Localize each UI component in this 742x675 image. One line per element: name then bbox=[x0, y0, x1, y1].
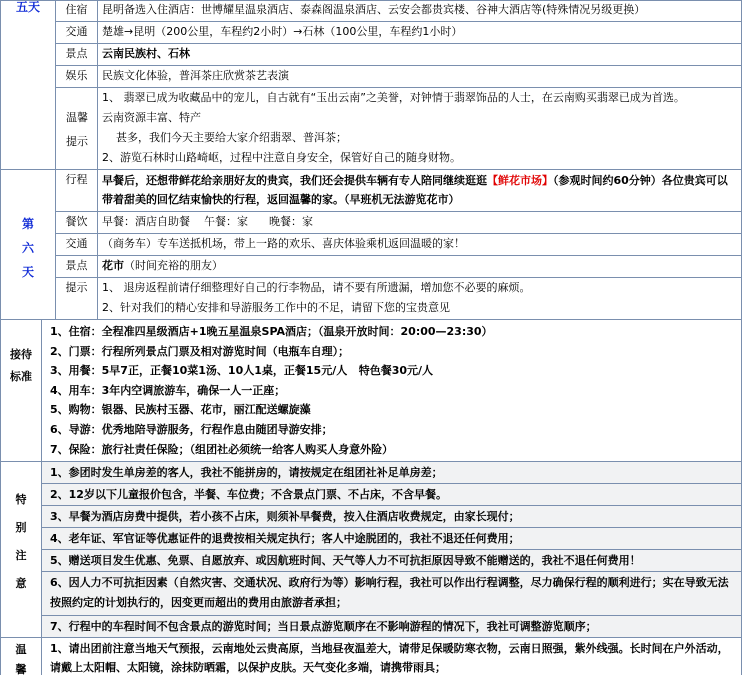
note-row-2: 2、12岁以下儿童报价包含，半餐、车位费；不含景点门票、不占床，不含早餐。 bbox=[42, 484, 742, 506]
day5-label-lodging: 住宿 bbox=[56, 0, 98, 22]
standard-item: 5、购物：银器、民族村玉器、花市，丽江配送螺旋藻 bbox=[50, 403, 311, 417]
flower-market-highlight: 【鲜花市场】 bbox=[487, 174, 553, 187]
day6-tip-2: 2、针对我们的精心安排和导游服务工作中的不足，请留下您的宝贵意见 bbox=[102, 301, 450, 314]
day6-itinerary-pre: 早餐后，还想带鲜花给亲朋好友的贵宾，我们还会提供车辆有专人陪同继续逛逛 bbox=[102, 174, 487, 187]
day5-spots: 云南民族村、石林 bbox=[98, 44, 742, 66]
notes-label-cell bbox=[0, 462, 42, 638]
day6-title-char-1: 第 bbox=[21, 217, 34, 231]
notes-label-char-3: 注 bbox=[15, 549, 27, 562]
note-row-7: 7、行程中的车程时间不包含景点的游览时间；当日景点游览顺序在不影响游程的情况下，我社可调整游览顺序； bbox=[42, 616, 742, 638]
day5-tip-2: 云南资源丰富、特产 bbox=[102, 111, 201, 124]
day6-label-tips: 提示 bbox=[56, 278, 98, 320]
note-row-5: 5、赠送项目发生优惠、免票、自愿放弃、或因航班时间、天气等人力不可抗拒原因导致不能赠送的，我社不退任何费用！ bbox=[42, 550, 742, 572]
standards-label-cell bbox=[0, 320, 42, 462]
day5-title: 五天 bbox=[15, 0, 40, 14]
standard-item: 2、门票：行程所列景点门票及相对游览时间（电瓶车自理）； bbox=[50, 344, 350, 358]
standard-item: 1、住宿：全程准四星级酒店+1晚五星温泉SPA酒店；（温泉开放时间：20:00—23:30） bbox=[50, 325, 493, 338]
warm-label-cell bbox=[0, 638, 42, 675]
day5-tip-3: 甚多，我们今天主要给大家介绍翡翠、普洱茶； bbox=[102, 131, 347, 144]
day6-spots bbox=[98, 256, 742, 278]
warm-label-char-2: 馨 bbox=[15, 663, 27, 675]
day5-label-entertainment: 娱乐 bbox=[56, 66, 98, 88]
day6-spots-note: （时间充裕的朋友） bbox=[124, 259, 223, 272]
day6-label-transport: 交通 bbox=[56, 234, 98, 256]
standard-item: 3、用餐：5早7正，正餐10菜1汤、10人1桌，正餐15元/人 特色餐30元/人 bbox=[50, 364, 434, 378]
note-row-4: 4、老年证、军官证等优惠证件的退费按相关规定执行；客人中途脱团的，我社不退还任何费用； bbox=[42, 528, 742, 550]
standards-label-1: 接待 bbox=[10, 348, 32, 361]
day5-tips bbox=[98, 88, 742, 170]
standard-item: 7、保险：旅行社责任保险；（组团社必须统一给客人购买人身意外险） bbox=[50, 442, 394, 456]
day6-title-cell bbox=[0, 170, 56, 320]
standards-label-2: 标准 bbox=[10, 370, 32, 383]
note-row-1: 1、参团时发生单房差的客人，我社不能拼房的，请按规定在组团社补足单房差； bbox=[42, 462, 742, 484]
day6-title-char-3: 天 bbox=[21, 265, 34, 279]
day6-label-itinerary: 行程 bbox=[56, 170, 98, 212]
day6-tips bbox=[98, 278, 742, 320]
day6-label-spots: 景点 bbox=[56, 256, 98, 278]
day5-label-tips: 温馨 提示 bbox=[56, 88, 98, 170]
warm-reminder: 1、请出团前注意当地天气预报，云南地处云贵高原，当地昼夜温差大，请带足保暖防寒衣物，云南日照强，紫外线强。长时间在户外活动，请戴上太阳帽、太阳镜，涂抹防晒霜，以保护皮肤。天气变化多端，请携带雨具； bbox=[42, 638, 742, 675]
notes-label-char-2: 别 bbox=[15, 521, 27, 534]
warm-label-char-1: 温 bbox=[15, 643, 27, 656]
day5-tip-4: 2、游览石林时山路崎岖，过程中注意自身安全，保管好自己的随身财物。 bbox=[102, 151, 461, 164]
note-row-6: 6、因人力不可抗拒因素（自然灾害、交通状况、政府行为等）影响行程，我社可以作出行程调整，尽力确保行程的顺利进行；实在导致无法按照约定的计划执行的，因变更而超出的费用由旅游者承担； bbox=[42, 572, 742, 616]
day6-label-meals: 餐饮 bbox=[56, 212, 98, 234]
day6-meals: 早餐：酒店自助餐 午餐：家 晚餐：家 bbox=[98, 212, 742, 234]
day5-label-spots: 景点 bbox=[56, 44, 98, 66]
day5-entertainment: 民族文化体验，普洱茶庄欣赏茶艺表演 bbox=[98, 66, 742, 88]
standards-list bbox=[42, 320, 742, 462]
day6-itinerary-post: （参观时间约60分钟）各位贵宾可以带着甜美的回忆结束愉快的行程，返回温馨的家。（早班机无法游览花市） bbox=[102, 174, 728, 206]
day5-lodging: 昆明备选入住酒店：世博耀星温泉酒店、泰森阁温泉酒店、云安会都贵宾楼、谷神大酒店等(特殊情况另级更换） bbox=[98, 0, 742, 22]
day6-itinerary bbox=[98, 170, 742, 212]
notes-label-char-4: 意 bbox=[15, 577, 27, 590]
day6-transport: （商务车）专车送抵机场，带上一路的欢乐、喜庆体验乘机返回温暖的家！ bbox=[98, 234, 742, 256]
day6-tip-1: 1、 退房返程前请仔细整理好自己的行李物品，请不要有所遗漏，增加您不必要的麻烦。 bbox=[102, 281, 531, 294]
standard-item: 6、导游：优秀地陪导游服务，行程作息由随团导游安排； bbox=[50, 422, 333, 436]
day5-transport: 楚雄→昆明（200公里，车程约2小时）→石林（100公里，车程约1小时） bbox=[98, 22, 742, 44]
day6-title-char-2: 六 bbox=[21, 241, 34, 255]
note-row-3: 3、早餐为酒店房费中提供，若小孩不占床，则须补早餐费，按入住酒店收费规定，由家长现付； bbox=[42, 506, 742, 528]
day6-spots-main: 花市 bbox=[102, 259, 124, 272]
notes-label-char-1: 特 bbox=[15, 493, 27, 506]
day5-title-cell bbox=[0, 0, 56, 170]
day5-tip-1: 1、 翡翠已成为收藏品中的宠儿，自古就有“玉出云南”之美誉，对钟情于翡翠饰品的人士，在云南购买翡翠已成为首选。 bbox=[102, 91, 685, 104]
day5-label-transport: 交通 bbox=[56, 22, 98, 44]
standard-item: 4、用车：3年内空调旅游车，确保一人一正座； bbox=[50, 383, 286, 397]
